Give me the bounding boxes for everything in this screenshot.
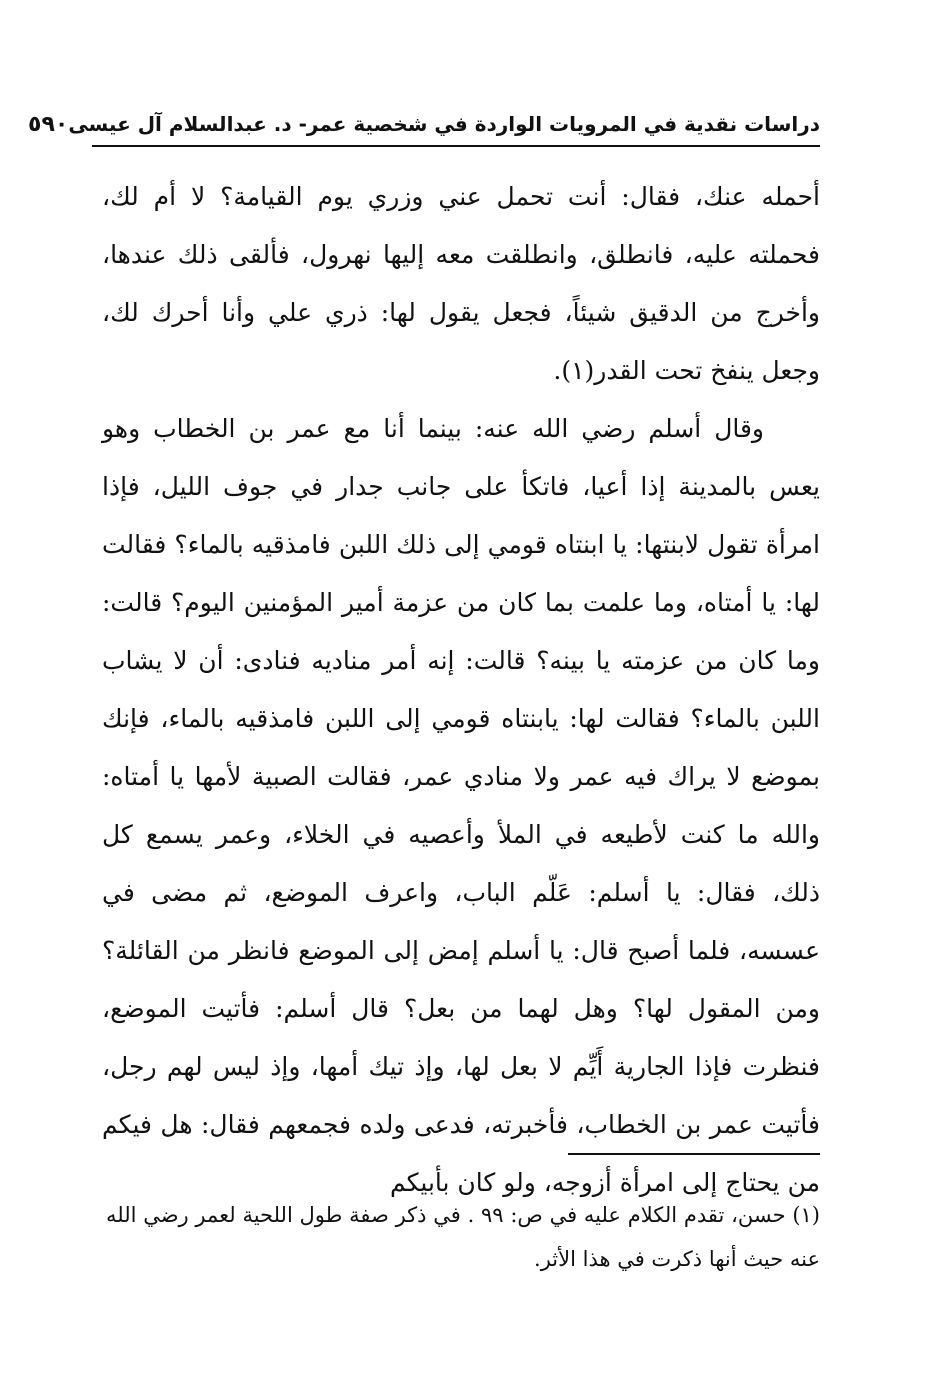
footnote: (١) حسن، تقدم الكلام عليه في ص: ٩٩ . في ذكر صفة طول اللحية لعمر رضي الله عنه حيث أنها ذكرت في هذا الأثر.: [106, 1203, 820, 1271]
header-title: دراسات نقدية في المرويات الواردة في شخصية عمر- د. عبدالسلام آل عيسى: [68, 112, 820, 136]
main-text: [102, 168, 820, 1212]
header-divider: [92, 145, 820, 147]
paragraph-aslam-story: وقال أسلم رضي الله عنه: بينما أنا مع عمر بن الخطاب وهو يعس بالمدينة إذا أعيا، فاتكأ على جانب جدار في جوف الليل، فإذا امرأة تقول لابنتها: يا ابنتاه قومي إلى ذلك اللبن فامذقيه بالماء؟ فقالت لها: يا أمتاه، وما علمت بما كان من عزمة أمير المؤمنين اليوم؟ قالت: وما كان من عزمته يا بينه؟ قالت: إنه أمر مناديه فنادى: أن لا يشاب اللبن بالماء؟ فقالت لها: يابنتاه قومي إلى اللبن فامذقيه بالماء، فإنك بموضع لا يراك فيه عمر ولا منادي عمر، فقالت الصبية لأمها يا أمتاه: والله ما كنت لأطيعه في الملأ وأعصيه في الخلاء، وعمر يسمع كل ذلك، فقال: يا أسلم: عَلّم الباب، واعرف الموضع، ثم مضى في عسسه، فلما أصبح قال: يا أسلم إمض إلى الموضع فانظر من القائلة؟ ومن المقول لها؟ وهل لهما من بعل؟ قال أسلم: فأتيت الموضع، فنظرت فإذا الجارية أَيِّم لا بعل لها، وإذ تيك أمها، وإذ ليس لهم رجل، فأتيت عمر بن الخطاب، فأخبرته، فدعى ولده فجمعهم فقال: هل فيكم من يحتاج إلى امرأة أزوجه، ولو كان بأبيكم: [102, 414, 820, 1197]
running-header: [28, 106, 820, 142]
paragraph-continued: أحمله عنك، فقال: أنت تحمل عني وزري يوم القيامة؟ لا أم لك، فحملته عليه، فانطلق، وانطلقت معه إليها نهرول، فألقى ذلك عندها، وأخرج من الدقيق شيئاً، فجعل يقول لها: ذري علي وأنا أحرك لك، وجعل ينفخ تحت القدر(١).: [102, 182, 821, 385]
page-number: ٥٩٠: [28, 111, 69, 137]
footnote-divider: [568, 1153, 820, 1155]
